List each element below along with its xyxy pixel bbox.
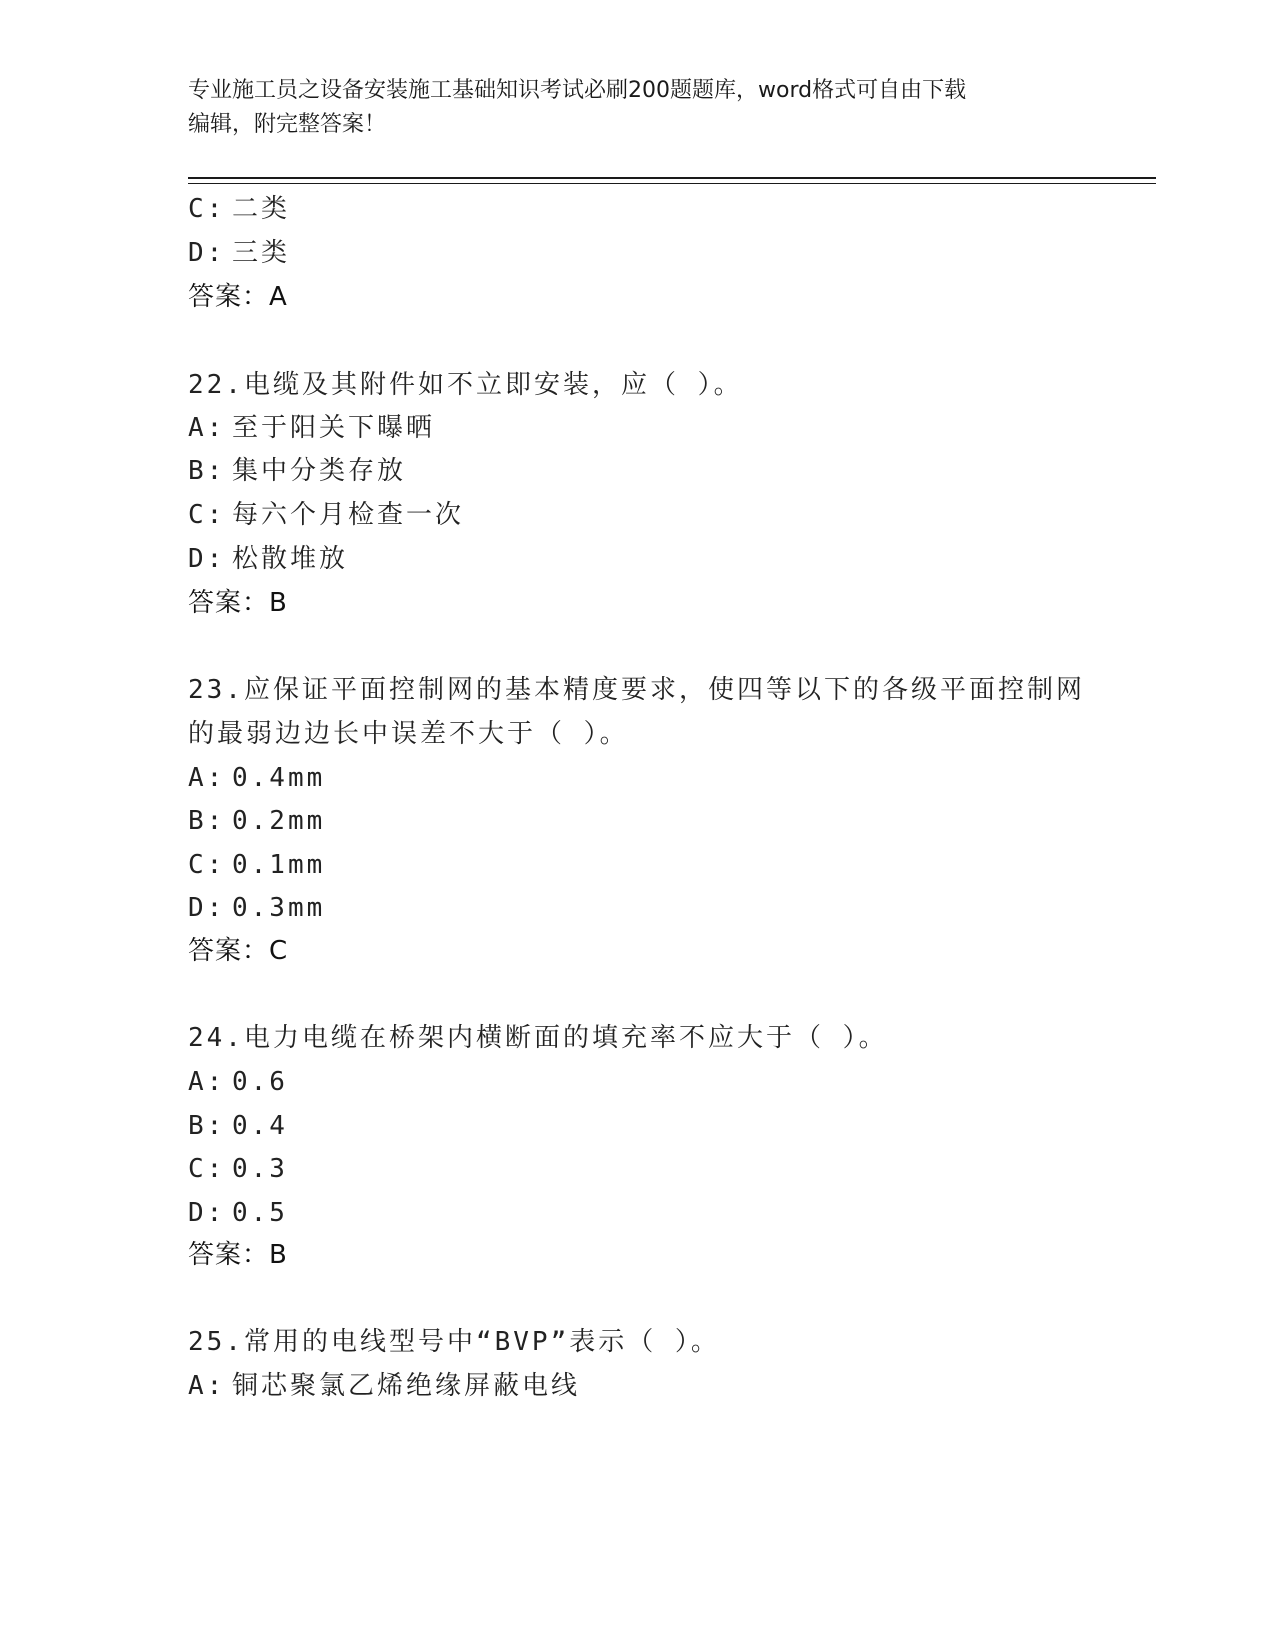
question-23-stem-line-1: 23.应保证平面控制网的基本精度要求，使四等以下的各级平面控制网 bbox=[188, 675, 1085, 705]
question-22-option-a bbox=[188, 412, 435, 444]
option-label: A: bbox=[188, 413, 226, 443]
question-25-option-a bbox=[188, 1370, 580, 1402]
option-text: 0.3 bbox=[232, 1154, 288, 1184]
option-text: 0.5 bbox=[232, 1198, 288, 1228]
option-label: D: bbox=[188, 1198, 226, 1228]
option-label: B: bbox=[188, 1111, 226, 1141]
question-23-answer: 答案：C bbox=[188, 936, 289, 966]
question-23-option-a bbox=[188, 762, 325, 794]
header-divider-thin bbox=[188, 183, 1156, 184]
option-text: 松散堆放 bbox=[232, 544, 349, 574]
question-22-answer: 答案：B bbox=[188, 588, 288, 618]
question-24-answer: 答案：B bbox=[188, 1240, 288, 1270]
option-text: 二类 bbox=[232, 194, 291, 224]
option-label: C: bbox=[188, 194, 226, 224]
option-label: C: bbox=[188, 850, 226, 880]
question-24-option-a bbox=[188, 1066, 288, 1098]
option-text: 每六个月检查一次 bbox=[232, 500, 465, 530]
prev-option-d bbox=[188, 237, 290, 269]
header-divider-thick bbox=[188, 177, 1156, 179]
header-line-1: 专业施工员之设备安装施工基础知识考试必刷200题题库，word格式可自由下载 bbox=[188, 78, 967, 103]
option-label: D: bbox=[188, 893, 226, 923]
question-24-option-c bbox=[188, 1153, 288, 1185]
option-text: 0.1mm bbox=[232, 850, 326, 880]
option-text: 0.4 bbox=[232, 1111, 288, 1141]
question-23-option-d bbox=[188, 892, 325, 924]
option-text: 至于阳关下曝晒 bbox=[232, 413, 436, 443]
question-24-option-b bbox=[188, 1110, 288, 1142]
option-label: D: bbox=[188, 238, 226, 268]
header-line-2: 编辑，附完整答案！ bbox=[188, 112, 387, 137]
option-label: A: bbox=[188, 1371, 226, 1401]
option-label: A: bbox=[188, 1067, 226, 1097]
question-23-stem-line-2: 的最弱边边长中误差不大于（ ）。 bbox=[188, 719, 629, 749]
option-text: 铜芯聚氯乙烯绝缘屏蔽电线 bbox=[232, 1371, 581, 1401]
option-text: 0.6 bbox=[232, 1067, 288, 1097]
question-24-stem: 24.电力电缆在桥架内横断面的填充率不应大于（ ）。 bbox=[188, 1023, 888, 1053]
question-24-option-d bbox=[188, 1197, 288, 1229]
option-text: 三类 bbox=[232, 238, 291, 268]
prev-answer: 答案：A bbox=[188, 282, 288, 312]
option-label: C: bbox=[188, 500, 226, 530]
question-22-option-c bbox=[188, 499, 464, 531]
option-label: C: bbox=[188, 1154, 226, 1184]
prev-option-c bbox=[188, 193, 290, 225]
option-text: 0.3mm bbox=[232, 893, 326, 923]
option-text: 集中分类存放 bbox=[232, 456, 407, 486]
option-text: 0.4mm bbox=[232, 763, 326, 793]
question-23-option-b bbox=[188, 805, 325, 837]
option-label: A: bbox=[188, 763, 226, 793]
option-label: B: bbox=[188, 806, 226, 836]
question-22-option-b bbox=[188, 455, 406, 487]
question-22-stem: 22.电缆及其附件如不立即安装，应（ ）。 bbox=[188, 370, 743, 400]
document-header bbox=[188, 74, 1088, 142]
question-23-option-c bbox=[188, 849, 325, 881]
option-label: D: bbox=[188, 544, 226, 574]
option-text: 0.2mm bbox=[232, 806, 326, 836]
option-label: B: bbox=[188, 456, 226, 486]
question-25-stem: 25.常用的电线型号中“BVP”表示（ ）。 bbox=[188, 1327, 720, 1357]
question-22-option-d bbox=[188, 543, 348, 575]
